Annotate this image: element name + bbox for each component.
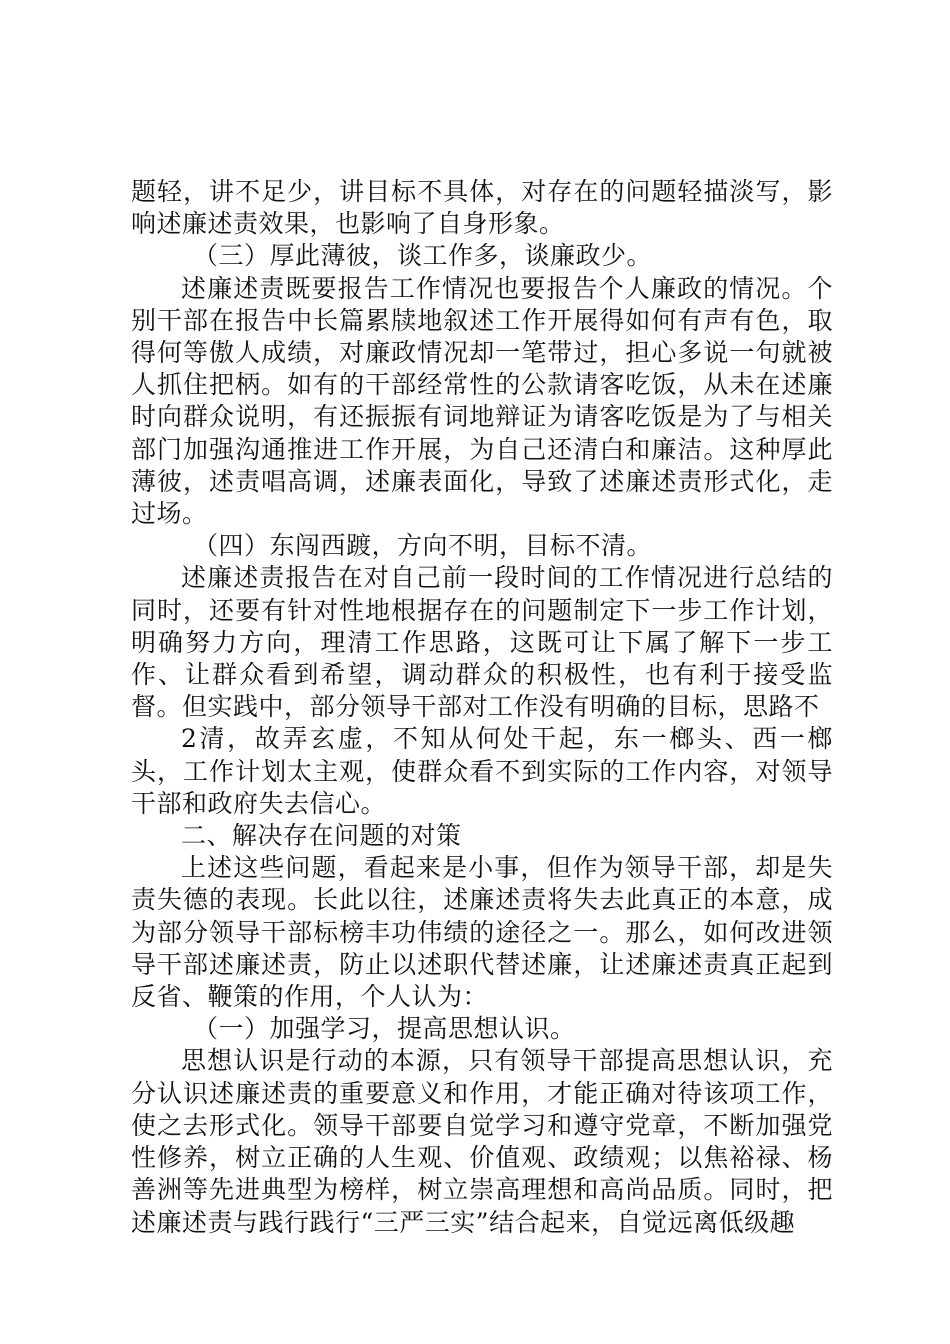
section-heading-3: （三）厚此薄彼，谈工作多，谈廉政少。 (193, 241, 653, 271)
paragraph-body: 述廉述责既要报告工作情况也要报告个人廉政的情况。个别干部在报告中长篇累牍地叙述工作开展得如何有声有色，取得何等傲人成绩，对廉政情况却一笔带过，担心多说一句就被人抓住把柄。如有的干部经常性的公款请客吃饭，从未在述廉时向群众说明，有还振振有词地辩证为请客吃饭是为了与相关部门加强沟通推进工作开展，为自己还清白和廉洁。这种厚此薄彼，述责唱高调，述廉表面化，导致了述廉述责形式化，走过场。 (131, 273, 833, 529)
section-heading-1: （一）加强学习，提高思想认识。 (193, 1014, 576, 1044)
document-body (131, 176, 833, 1239)
section-heading-4: （四）东闯西踱，方向不明，目标不清。 (193, 531, 653, 561)
paragraph-body: 上述这些问题，看起来是小事，但作为领导干部，却是失责失德的表现。长此以往，述廉述责将失去此真正的本意，成为部分领导干部标榜丰功伟绩的途径之一。那么，如何改进领导干部述廉述责，防止以述职代替述廉，让述廉述责真正起到反省、鞭策的作用，个人认为： (131, 853, 833, 1012)
paragraph-body: 2清，故弄玄虚，不知从何处干起，东一榔头、西一榔头，工作计划太主观，使群众看不到实际的工作内容，对领导干部和政府失去信心。 (131, 724, 833, 818)
paragraph-body: 思想认识是行动的本源，只有领导干部提高思想认识，充分认识述廉述责的重要意义和作用，才能正确对待该项工作，使之去形式化。领导干部要自觉学习和遵守党章，不断加强党性修养，树立正确的人生观、价值观、政绩观；以焦裕禄、杨善洲等先进典型为榜样，树立崇高理想和高尚品质。同时，把述廉述责与践行践行“三严三实”结合起来，自觉远离低级趣 (131, 1046, 833, 1237)
paragraph-continued: 题轻，讲不足少，讲目标不具体，对存在的问题轻描淡写，影响述廉述责效果，也影响了自身形象。 (131, 177, 833, 239)
chapter-heading-2: 二、解决存在问题的对策 (181, 821, 462, 851)
paragraph-body: 述廉述责报告在对自己前一段时间的工作情况进行总结的同时，还要有针对性地根据存在的问题制定下一步工作计划，明确努力方向，理清工作思路，这既可让下属了解下一步工作、让群众看到希望，调动群众的积极性，也有利于接受监督。但实践中，部分领导干部对工作没有明确的目标，思路不 (131, 563, 833, 722)
